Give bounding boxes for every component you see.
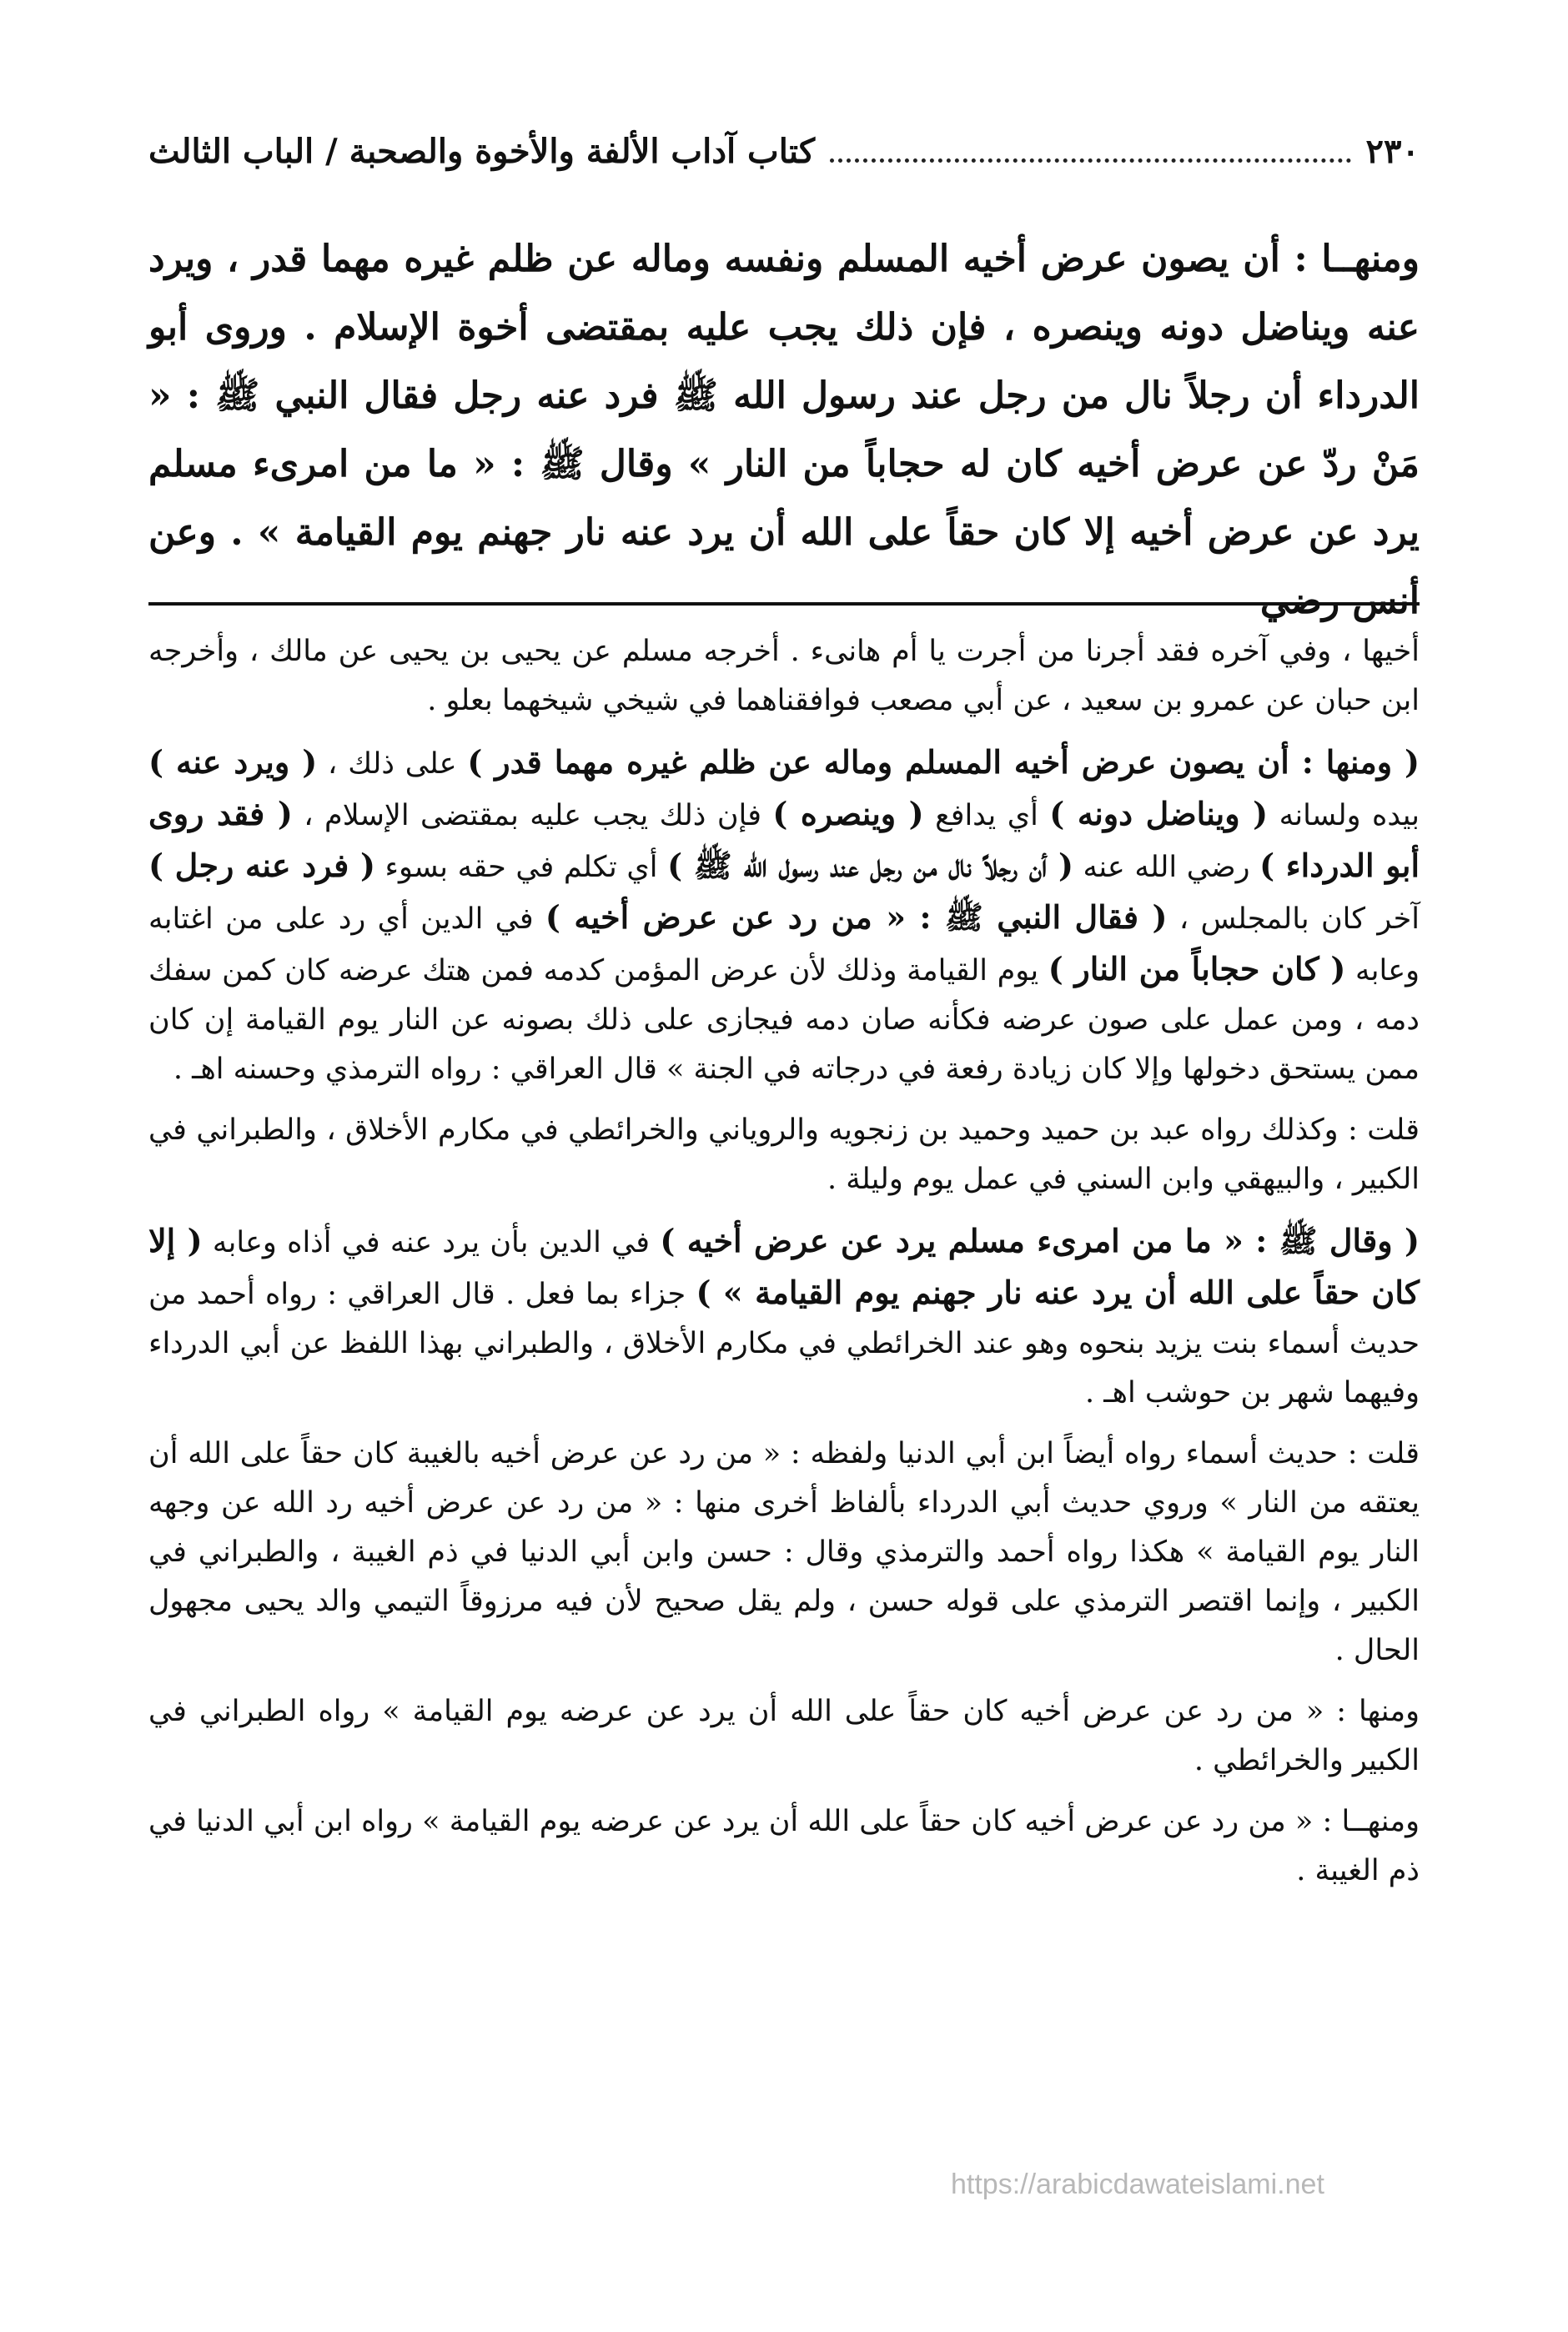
quoted-matn: ( فقال النبي ﷺ : « من رد عن عرض أخيه )	[545, 898, 1168, 936]
running-title: كتاب آداب الألفة والأخوة والصحبة / الباب الثالث	[148, 131, 816, 171]
commentary-text: بيده ولسانه	[1268, 799, 1420, 832]
quoted-matn: ( ويرد عنه )	[148, 743, 318, 781]
quoted-matn: ( وينصره )	[772, 795, 924, 832]
quoted-matn: ( ومنها : أن يصون عرض أخيه المسلم وماله عن ظلم غيره مهما قدر )	[467, 743, 1420, 781]
main-text	[148, 225, 1420, 636]
quoted-matn: ( كان حجاباً من النار )	[1048, 950, 1346, 988]
commentary-text: يوم القيامة وذلك لأن عرض المؤمن كدمه فمن هتك عرضه كان كمن سفك دمه ، ومن عمل على صون عرضه فكأنه صان دمه فيجازى على ذلك بصونه عن النار يوم القيامة إن كان ممن يستحق دخولها وإلا كان زيادة رفعة في درجاته في الجنة » قال العراقي : رواه الترمذي وحسنه اهـ .	[148, 954, 1420, 1086]
watermark-url: https://arabicdawateislami.net	[951, 2169, 1324, 2200]
commentary-text: رضي الله عنه	[1073, 851, 1260, 884]
main-text-paragraph: ومنهــا : أن يصون عرض أخيه المسلم ونفسه وماله عن ظلم غيره مهما قدر ، ويرد عنه ويناضل دونه وينصره ، فإن ذلك يجب عليه بمقتضى أخوة الإسلام . وروى أبو الدرداء أن رجلاً نال من رجل عند رسول الله ﷺ فرد عنه رجل فقال النبي ﷺ : « مَنْ ردّ عن عرض أخيه كان له حجاباً من النار » وقال ﷺ : « ما من امرىء مسلم يرد عن عرض أخيه إلا كان حقاً على الله أن يرد عنه نار جهنم يوم القيامة » . وعن أنس رضي	[148, 238, 1420, 622]
text-divider-rule	[148, 602, 1420, 606]
commentary-paragraph-6: ومنها : « من رد عن عرض أخيه كان حقاً على الله أن يرد عن عرضه يوم القيامة » رواه الطبراني في الكبير والخرائطي .	[148, 1695, 1420, 1777]
commentary-paragraph-2	[148, 737, 1420, 1094]
commentary-text: في الدين أي رد على من اغتابه وعابه	[148, 902, 1420, 988]
commentary-paragraph-7: ومنهــا : « من رد عن عرض أخيه كان حقاً على الله أن يرد عن عرضه يوم القيامة » رواه ابن أبي الدنيا في ذم الغيبة .	[148, 1805, 1420, 1887]
page-header	[148, 122, 1420, 180]
commentary-text: جزاء بما فعل . قال العراقي : رواه أحمد من حديث أسماء بنت يزيد بنحوه وهو عند الخرائطي في مكارم الأخلاق ، والطبراني بهذا اللفظ عن أبي الدرداء وفيهما شهر بن حوشب اهـ .	[148, 1278, 1420, 1410]
commentary-text: في الدين بأن يرد عنه في أذاه وعابه	[202, 1226, 661, 1259]
quoted-matn: ( إلا كان حقاً على الله أن يرد عنه نار جهنم يوم القيامة » )	[148, 1222, 1420, 1311]
commentary-paragraph-5: قلت : حديث أسماء رواه أيضاً ابن أبي الدنيا ولفظه : « من رد عن عرض أخيه بالغيبة كان حقاً على الله أن يعتقه من النار » وروي حديث أبي الدرداء بألفاظ أخرى منها : « من رد عن عرض أخيه رد الله عن وجهه النار يوم القيامة » هكذا رواه أحمد والترمذي وقال : حسن وابن أبي الدنيا في ذم الغيبة ، والطبراني في الكبير ، وإنما اقتصر الترمذي على قوله حسن ، ولم يقل صحيح لأن فيه مرزوقاً التيمي والد يحيى مجهول الحال .	[148, 1437, 1420, 1667]
page-number: ٢٣٠	[1365, 131, 1420, 171]
quoted-matn: ( أن رجلاً نال من رجل عند رسول الله ﷺ )	[667, 847, 1073, 884]
quoted-matn: ( وقال ﷺ : « ما من امرىء مسلم يرد عن عرض أخيه )	[660, 1222, 1420, 1259]
quoted-matn: ( ويناضل دونه )	[1049, 795, 1269, 832]
commentary-text: أي تكلم في حقه بسوء	[374, 851, 668, 884]
commentary-text: آخر كان بالمجلس ،	[1167, 902, 1420, 936]
quoted-matn: ( فرد عنه رجل )	[148, 847, 375, 884]
commentary	[148, 627, 1420, 1907]
commentary-text: فإن ذلك يجب عليه بمقتضى الإسلام ،	[292, 799, 773, 832]
commentary-paragraph-1: أخيها ، وفي آخره فقد أجرنا من أجرت يا أم هانىء . أخرجه مسلم عن يحيى بن يحيى عن مالك ، وأخرجه ابن حبان عن عمرو بن سعيد ، عن أبي مصعب فوافقناهما في شيخي شيخهما بعلو .	[148, 635, 1420, 717]
commentary-paragraph-3: قلت : وكذلك رواه عبد بن حميد وحميد بن زنجويه والروياني والخرائطي في مكارم الأخلاق ، والطبراني في الكبير ، والبيهقي وابن السني في عمل يوم وليلة .	[148, 1113, 1420, 1196]
quoted-matn: ( فقد روى أبو الدرداء )	[148, 795, 1420, 884]
header-dotted-leader	[830, 140, 1351, 163]
commentary-paragraph-4	[148, 1216, 1420, 1418]
commentary-text: على ذلك ،	[317, 747, 468, 781]
commentary-text: أي يدافع	[923, 799, 1050, 832]
